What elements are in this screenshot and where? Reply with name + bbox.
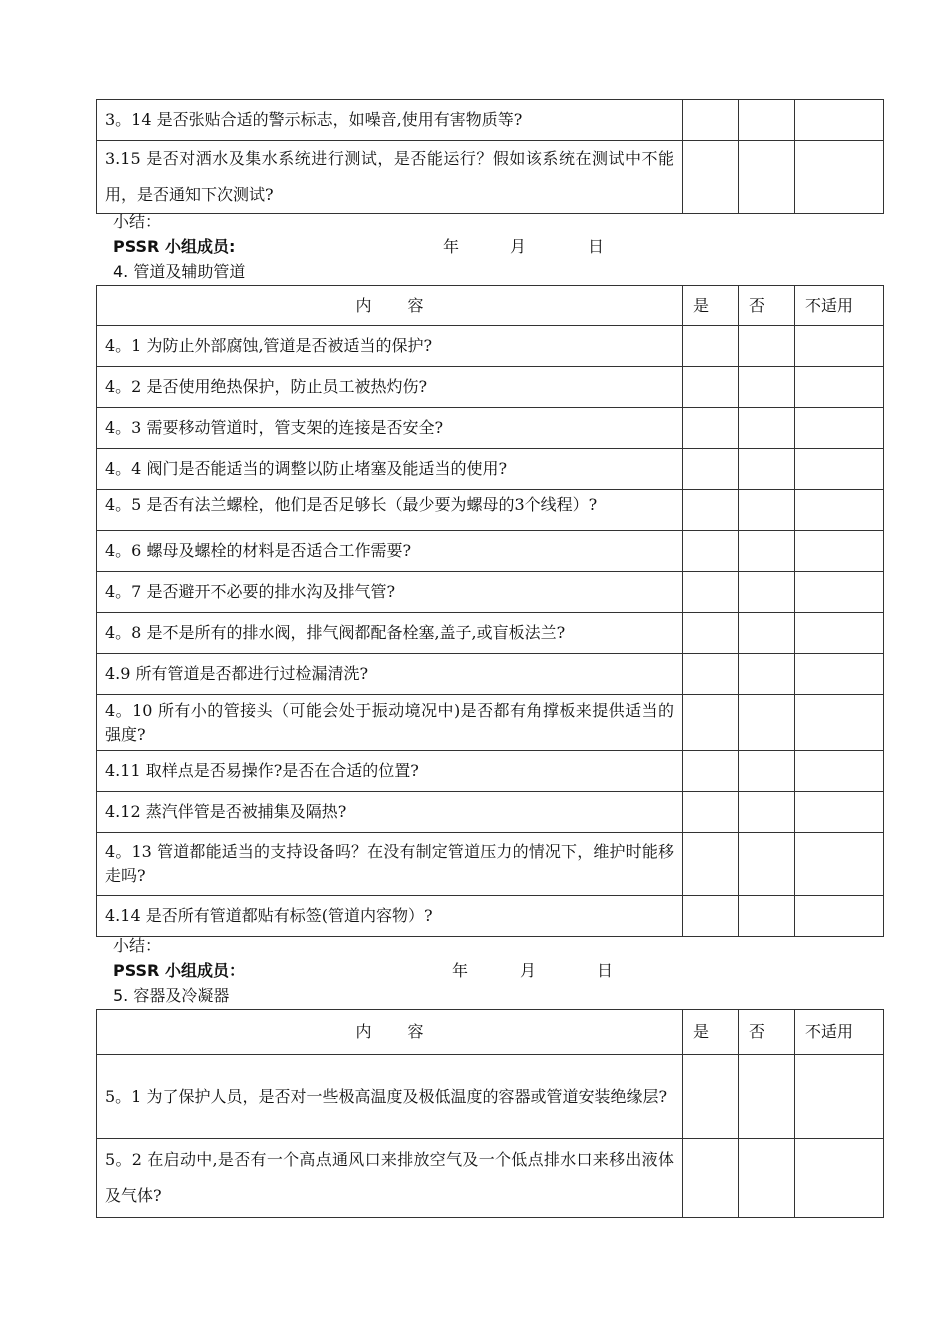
question-text: 4。7 是否避开不必要的排水沟及排气管? bbox=[97, 572, 683, 613]
year-label: 年 bbox=[452, 961, 469, 980]
no-cell[interactable] bbox=[739, 572, 795, 613]
table-row bbox=[97, 751, 884, 792]
year-label: 年 bbox=[443, 237, 460, 256]
question-text: 3。14 是否张贴合适的警示标志，如噪音,使用有害物质等? bbox=[97, 100, 683, 141]
table-header bbox=[97, 1010, 884, 1055]
no-cell[interactable] bbox=[739, 100, 795, 141]
no-cell[interactable] bbox=[739, 792, 795, 833]
question-text: 4.12 蒸汽伴管是否被捕集及隔热? bbox=[97, 792, 683, 833]
no-cell[interactable] bbox=[739, 1055, 795, 1139]
no-cell[interactable] bbox=[739, 408, 795, 449]
table-row bbox=[97, 695, 884, 751]
na-cell[interactable] bbox=[795, 326, 884, 367]
yes-cell[interactable] bbox=[683, 326, 739, 367]
table-row bbox=[97, 449, 884, 490]
members-label: PSSR 小组成员: bbox=[113, 237, 236, 256]
question-text: 4.14 是否所有管道都贴有标签(管道内容物）? bbox=[97, 896, 683, 937]
header-yes: 是 bbox=[683, 1010, 739, 1055]
yes-cell[interactable] bbox=[683, 367, 739, 408]
header-content: 内 容 bbox=[97, 1010, 683, 1055]
header-no: 否 bbox=[739, 1010, 795, 1055]
month-label: 月 bbox=[520, 961, 537, 980]
yes-cell[interactable] bbox=[683, 572, 739, 613]
no-cell[interactable] bbox=[739, 326, 795, 367]
question-text: 4。1 为防止外部腐蚀,管道是否被适当的保护? bbox=[97, 326, 683, 367]
header-no: 否 bbox=[739, 286, 795, 326]
no-cell[interactable] bbox=[739, 654, 795, 695]
question-cell bbox=[97, 490, 683, 531]
section3-table bbox=[96, 99, 884, 214]
na-cell[interactable] bbox=[795, 1055, 884, 1139]
table-row bbox=[97, 572, 884, 613]
day-label: 日 bbox=[597, 961, 614, 980]
table-row bbox=[97, 326, 884, 367]
yes-cell[interactable] bbox=[683, 613, 739, 654]
month-label: 月 bbox=[510, 237, 527, 256]
table-row bbox=[97, 1139, 884, 1218]
yes-cell[interactable] bbox=[683, 100, 739, 141]
yes-cell[interactable] bbox=[683, 654, 739, 695]
header-yes: 是 bbox=[683, 286, 739, 326]
section4-table bbox=[96, 285, 884, 937]
summary-label: 小结： bbox=[113, 936, 162, 955]
question-text: 4。13 管道都能适当的支持设备吗？在没有制定管道压力的情况下，维护时能移走吗? bbox=[97, 833, 683, 896]
na-cell[interactable] bbox=[795, 141, 884, 214]
na-cell[interactable] bbox=[795, 572, 884, 613]
table-row bbox=[97, 367, 884, 408]
table-row bbox=[97, 1055, 884, 1139]
yes-cell[interactable] bbox=[683, 695, 739, 751]
question-text: 4。2 是否使用绝热保护，防止员工被热灼伤? bbox=[97, 367, 683, 408]
question-text: 4。8 是不是所有的排水阀，排气阀都配备栓塞,盖子,或盲板法兰? bbox=[97, 613, 683, 654]
no-cell[interactable] bbox=[739, 367, 795, 408]
na-cell[interactable] bbox=[795, 792, 884, 833]
na-cell[interactable] bbox=[795, 367, 884, 408]
yes-cell[interactable] bbox=[683, 408, 739, 449]
question-text: 4。10 所有小的管接头（可能会处于振动境况中)是否都有角撑板来提供适当的强度? bbox=[97, 695, 683, 751]
na-cell[interactable] bbox=[795, 449, 884, 490]
yes-cell[interactable] bbox=[683, 141, 739, 214]
question-text: 5。1 为了保护人员，是否对一些极高温度及极低温度的容器或管道安装绝缘层? bbox=[97, 1055, 683, 1139]
table-row bbox=[97, 490, 884, 531]
no-cell[interactable] bbox=[739, 449, 795, 490]
header-na: 不适用 bbox=[795, 286, 884, 326]
na-cell[interactable] bbox=[795, 1139, 884, 1218]
table-row bbox=[97, 531, 884, 572]
na-cell[interactable] bbox=[795, 490, 884, 531]
no-cell[interactable] bbox=[739, 490, 795, 531]
na-cell[interactable] bbox=[795, 654, 884, 695]
na-cell[interactable] bbox=[795, 695, 884, 751]
na-cell[interactable] bbox=[795, 408, 884, 449]
question-text: 4。3 需要移动管道时，管支架的连接是否安全? bbox=[97, 408, 683, 449]
table-row bbox=[97, 833, 884, 896]
no-cell[interactable] bbox=[739, 833, 795, 896]
no-cell[interactable] bbox=[739, 613, 795, 654]
no-cell[interactable] bbox=[739, 531, 795, 572]
no-cell[interactable] bbox=[739, 141, 795, 214]
members-label: PSSR 小组成员： bbox=[113, 961, 245, 980]
question-text: 4。5 是否有法兰螺栓，他们是否足够长（最少要为螺母的3个线程）? bbox=[105, 495, 598, 514]
table-header bbox=[97, 286, 884, 326]
yes-cell[interactable] bbox=[683, 531, 739, 572]
yes-cell[interactable] bbox=[683, 792, 739, 833]
section5-table bbox=[96, 1009, 884, 1218]
question-text: 4.11 取样点是否易操作?是否在合适的位置? bbox=[97, 751, 683, 792]
yes-cell[interactable] bbox=[683, 833, 739, 896]
na-cell[interactable] bbox=[795, 896, 884, 937]
table-row bbox=[97, 100, 884, 141]
table-row bbox=[97, 613, 884, 654]
na-cell[interactable] bbox=[795, 751, 884, 792]
yes-cell[interactable] bbox=[683, 1055, 739, 1139]
no-cell[interactable] bbox=[739, 1139, 795, 1218]
no-cell[interactable] bbox=[739, 896, 795, 937]
question-text: 5。2 在启动中,是否有一个高点通风口来排放空气及一个低点排水口来移出液体及气体? bbox=[97, 1139, 683, 1218]
na-cell[interactable] bbox=[795, 100, 884, 141]
yes-cell[interactable] bbox=[683, 896, 739, 937]
no-cell[interactable] bbox=[739, 751, 795, 792]
question-text: 4。6 螺母及螺栓的材料是否适合工作需要? bbox=[97, 531, 683, 572]
no-cell[interactable] bbox=[739, 695, 795, 751]
table-row bbox=[97, 896, 884, 937]
day-label: 日 bbox=[588, 237, 605, 256]
yes-cell[interactable] bbox=[683, 1139, 739, 1218]
na-cell[interactable] bbox=[795, 833, 884, 896]
table-row bbox=[97, 141, 884, 214]
section-title: 4. 管道及辅助管道 bbox=[113, 262, 246, 281]
question-text: 4。4 阀门是否能适当的调整以防止堵塞及能适当的使用? bbox=[97, 449, 683, 490]
yes-cell[interactable] bbox=[683, 751, 739, 792]
header-na: 不适用 bbox=[795, 1010, 884, 1055]
table-row bbox=[97, 654, 884, 695]
na-cell[interactable] bbox=[795, 613, 884, 654]
summary-label: 小结： bbox=[113, 212, 162, 231]
table-row bbox=[97, 792, 884, 833]
question-text: 3.15 是否对洒水及集水系统进行测试，是否能运行？假如该系统在测试中不能用，是否通知下次测试? bbox=[97, 141, 683, 214]
yes-cell[interactable] bbox=[683, 490, 739, 531]
yes-cell[interactable] bbox=[683, 449, 739, 490]
na-cell[interactable] bbox=[795, 531, 884, 572]
question-text: 4.9 所有管道是否都进行过检漏清洗? bbox=[97, 654, 683, 695]
table-row bbox=[97, 408, 884, 449]
section-title: 5. 容器及冷凝器 bbox=[113, 986, 230, 1005]
header-content: 内 容 bbox=[97, 286, 683, 326]
